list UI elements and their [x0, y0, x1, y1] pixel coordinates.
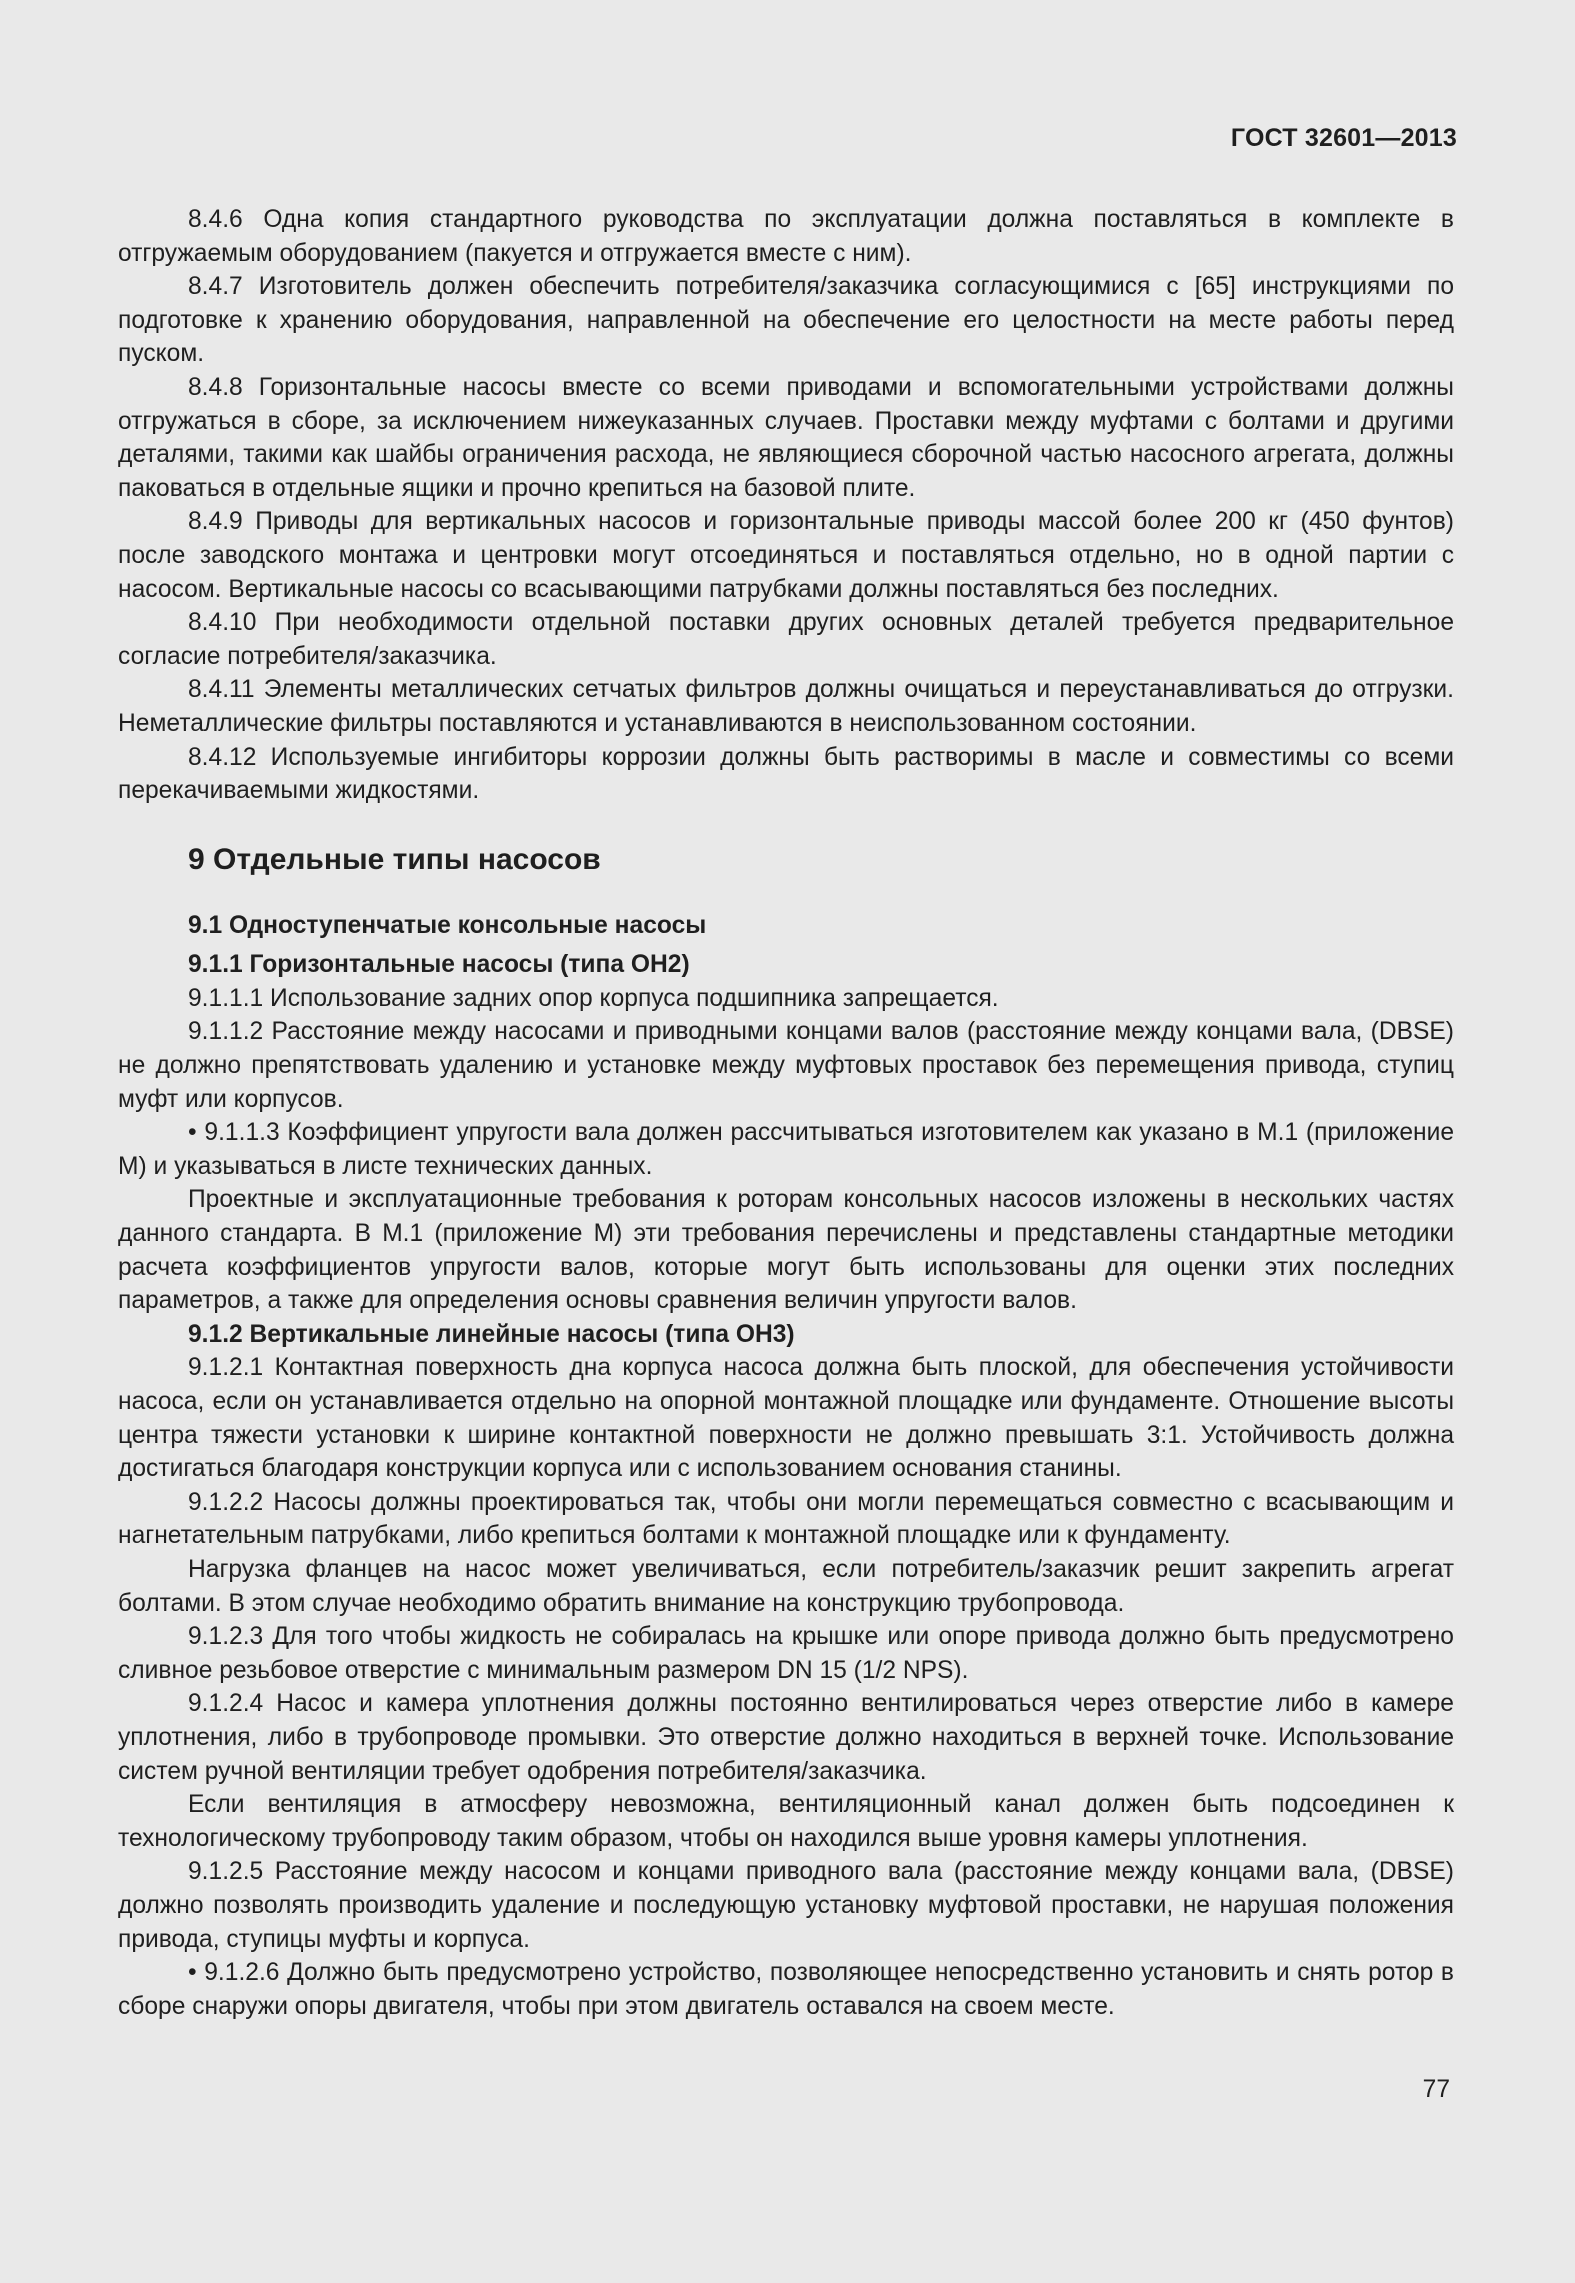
- page-number: 77: [1422, 2076, 1450, 2103]
- paragraph-9-1-2-4: 9.1.2.4 Насос и камера уплотнения должны постоянно вентилироваться через отверстие либо в камере уплотнения, либо в трубопроводе промывки. Это отверстие должно находиться в верхней точке. Использование систем ручной вентиляции требует одобрения потребителя/заказчика.: [118, 1690, 1454, 1785]
- paragraph-9-1-2-2: 9.1.2.2 Насосы должны проектироваться так, чтобы они могли перемещаться совместно с всасывающим и нагнетательным патрубками, либо крепиться болтами к монтажной площадке или к фундаменту.: [118, 1488, 1454, 1550]
- paragraph-9-1-2-2-note: Нагрузка фланцев на насос может увеличиваться, если потребитель/заказчик решит закрепить агрегат болтами. В этом случае необходимо обратить внимание на конструкцию трубопровода.: [118, 1555, 1454, 1617]
- paragraph-9-1-2-1: 9.1.2.1 Контактная поверхность дна корпуса насоса должна быть плоской, для обеспечения устойчивости насоса, если он устанавливается отдельно на опорной монтажной площадке или фундаменте. Отношение высоты центра тяжести установки к ширине контактной поверхности не должно превышать 3:1. Устойчивость должна достигаться благодаря конструкции корпуса или с использованием основания станины.: [118, 1354, 1454, 1483]
- section-9-heading: 9 Отдельные типы насосов: [188, 842, 601, 876]
- paragraph-8-4-10: 8.4.10 При необходимости отдельной поставки других основных деталей требуется предварительное согласие потребителя/заказчика.: [118, 609, 1454, 670]
- paragraph-9-1-2-5: 9.1.2.5 Расстояние между насосом и концами приводного вала (расстояние между концами вала, (DBSE) должно позволять производить удаление и последующую установку муфтовой проставки, не нарушая положения привода, ступицы муфты и корпуса.: [118, 1858, 1454, 1953]
- subsection-9-1-heading: 9.1 Одноступенчатые консольные насосы: [188, 911, 707, 939]
- paragraph-9-1-2-3: 9.1.2.3 Для того чтобы жидкость не собиралась на крышке или опоре привода должно быть предусмотрено сливное резьбовое отверстие с минимальным размером DN 15 (1/2 NPS).: [118, 1623, 1454, 1684]
- paragraph-8-4-8: 8.4.8 Горизонтальные насосы вместе со всеми приводами и вспомогательными устройствами должны отгружаться в сборе, за исключением нижеуказанных случаев. Проставки между муфтами с болтами и другими деталями, такими как шайбы ограничения расхода, не являющиеся сборочной частью насосного агрегата, должны паковаться в отдельные ящики и прочно крепиться на базовой плите.: [118, 373, 1454, 502]
- paragraph-8-4-11: 8.4.11 Элементы металлических сетчатых фильтров должны очищаться и переустанавливаться до отгрузки. Неметаллические фильтры поставляются и устанавливаются в неиспользованном состоянии.: [118, 676, 1454, 737]
- paragraph-9-1-2-6: • 9.1.2.6 Должно быть предусмотрено устройство, позволяющее непосредственно установить и снять ротор в сборе снаружи опоры двигателя, чтобы при этом двигатель оставался на своем месте.: [118, 1956, 1454, 2023]
- paragraph-8-4-6: 8.4.6 Одна копия стандартного руководства по эксплуатации должна поставляться в комплекте в отгружаемым оборудованием (пакуется и отгружается вместе с ним).: [118, 206, 1454, 267]
- paragraph-8-4-9: 8.4.9 Приводы для вертикальных насосов и горизонтальные приводы массой более 200 кг (450 фунтов) после заводского монтажа и центровки могут отсоединяться и поставляться отдельно, но в одной партии с насосом. Вертикальные насосы со всасывающими патрубками должны поставляться без последних.: [118, 508, 1454, 603]
- paragraph-8-4-7: 8.4.7 Изготовитель должен обеспечить потребителя/заказчика согласующимися с [65] инструкциями по подготовке к хранению оборудования, направленной на обеспечение его целостности на месте работы перед пуском.: [118, 273, 1454, 368]
- subsection-9-1-2-heading: 9.1.2 Вертикальные линейные насосы (типа ОН3): [188, 1320, 795, 1348]
- paragraph-9-1-1-2: 9.1.1.2 Расстояние между насосами и приводными концами валов (расстояние между концами вала, (DBSE) не должно препятствовать удалению и установке между муфтовых проставок без перемещения привода, ступиц муфт или корпусов.: [118, 1018, 1454, 1113]
- paragraph-9-1-2-4-note: Если вентиляция в атмосферу невозможна, вентиляционный канал должен быть подсоединен к технологическому трубопроводу таким образом, чтобы он находился выше уровня камеры уплотнения.: [118, 1791, 1454, 1852]
- paragraph-9-1-1-1: 9.1.1.1 Использование задних опор корпуса подшипника запрещается.: [188, 984, 999, 1012]
- subsection-9-1-1-heading: 9.1.1 Горизонтальные насосы (типа ОН2): [188, 951, 690, 979]
- standard-header: ГОСТ 32601—2013: [1230, 124, 1457, 152]
- paragraph-9-1-1-3: • 9.1.1.3 Коэффициент упругости вала должен рассчитываться изготовителем как указано в М.1 (приложение М) и указываться в листе технических данных.: [118, 1116, 1454, 1183]
- paragraph-8-4-12: 8.4.12 Используемые ингибиторы коррозии должны быть растворимы в масле и совместимы со всеми перекачиваемыми жидкостями.: [118, 743, 1454, 805]
- document-body: [118, 203, 1454, 2023]
- paragraph-9-1-1-3-note: Проектные и эксплуатационные требования к роторам консольных насосов изложены в нескольких частях данного стандарта. В М.1 (приложение М) эти требования перечислены и представлены стандартные методики расчета коэффициентов упругости валов, которые могут быть использованы для оценки этих последних параметров, а также для определения основы сравнения величин упругости валов.: [118, 1186, 1454, 1315]
